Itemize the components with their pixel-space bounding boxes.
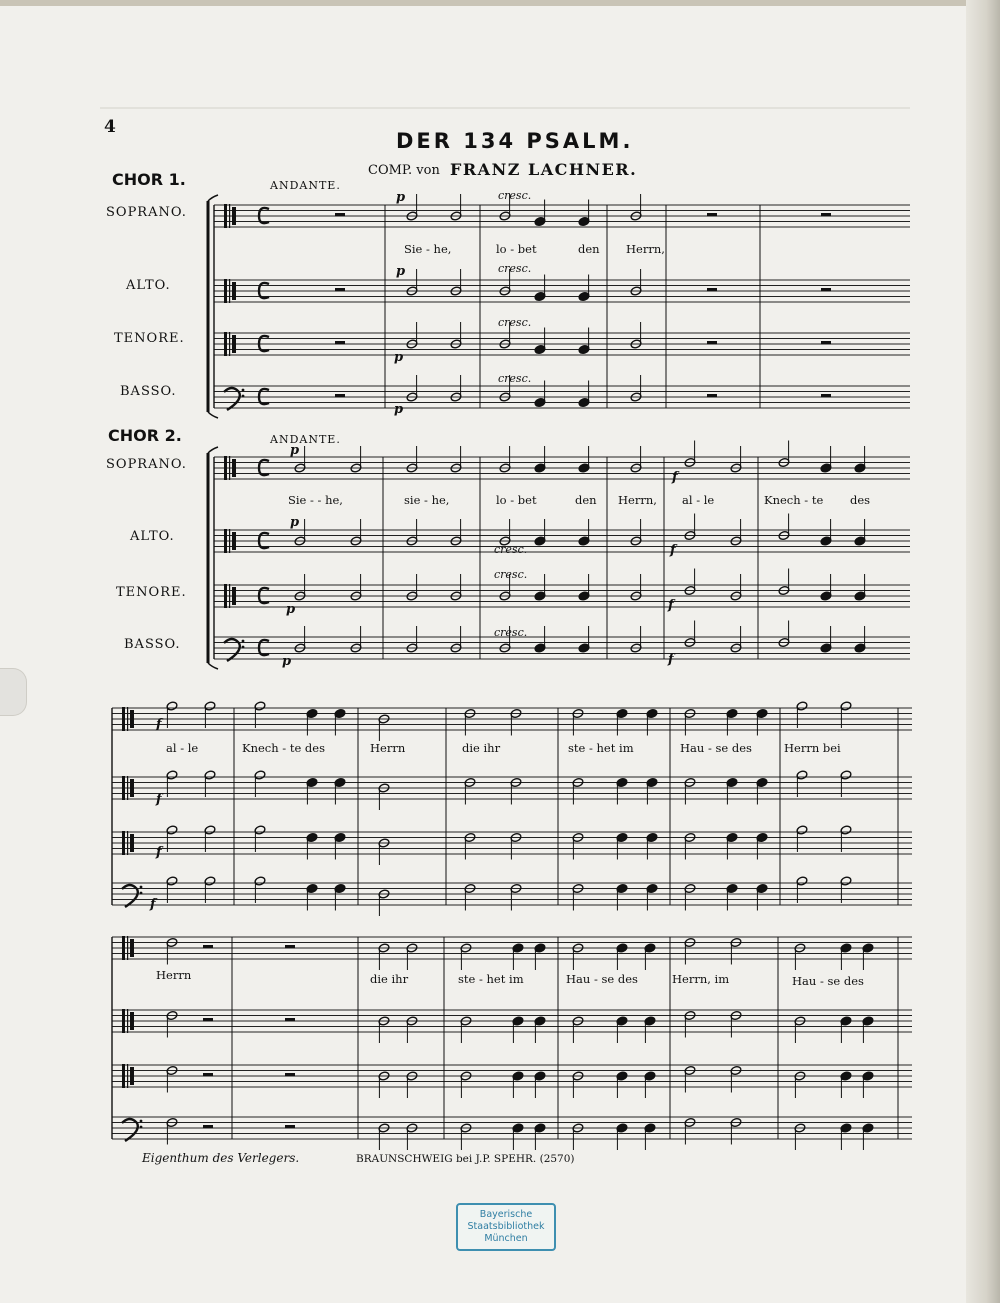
dynamic-mark: f <box>150 897 156 912</box>
c-clef <box>224 279 227 303</box>
c-clef <box>224 584 227 608</box>
page-number: 4 <box>104 117 116 137</box>
choir2-label: CHOR 2. <box>108 426 182 445</box>
c-clef <box>232 282 236 300</box>
choir1-tempo: ANDANTE. <box>270 179 341 192</box>
rest-mark <box>285 945 295 949</box>
lyric: den <box>575 493 597 507</box>
c-clef <box>127 936 128 960</box>
c-clef <box>229 332 230 356</box>
system-bracket <box>208 663 218 669</box>
choir2-voice-bass: BASSO. <box>124 637 181 652</box>
lyric: al - le <box>166 741 199 755</box>
cresc-mark: cresc. <box>494 626 528 639</box>
c-clef <box>229 456 230 480</box>
stamp-line: München <box>484 1233 528 1244</box>
lyric: ste - het im <box>458 972 524 986</box>
lyric: sie - he, <box>404 493 450 507</box>
lyric: Hau - se des <box>792 974 864 988</box>
rest-mark <box>285 1018 295 1022</box>
footer-publisher-note: Eigenthum des Verlegers. <box>142 1151 300 1165</box>
lyric: Hau - se des <box>680 741 752 755</box>
f-clef <box>242 395 245 398</box>
c-clef <box>130 779 134 797</box>
f-clef <box>242 389 245 392</box>
c-clef <box>127 707 128 731</box>
dynamic-mark: p <box>394 350 404 365</box>
c-clef <box>232 335 236 353</box>
c-clef <box>232 532 236 550</box>
lyric: Sie - he, <box>404 242 452 256</box>
stamp-line: Bayerische <box>479 1209 533 1220</box>
c-clef <box>122 936 125 960</box>
dynamic-mark: f <box>672 470 678 485</box>
c-clef <box>130 1012 134 1030</box>
stamp-line: Staatsbibliothek <box>467 1221 545 1232</box>
c-clef <box>229 584 230 608</box>
rest-mark <box>707 213 717 217</box>
dynamic-mark: p <box>394 402 404 417</box>
composer-name: FRANZ LACHNER. <box>450 160 638 179</box>
f-clef <box>140 892 143 895</box>
lyric: des <box>850 493 871 507</box>
rest-mark <box>335 213 345 217</box>
rest-mark <box>203 1073 213 1077</box>
c-clef <box>122 776 125 800</box>
lyric: Sie - - he, <box>288 493 343 507</box>
choir1-voice-soprano: SOPRANO. <box>106 205 187 220</box>
dynamic-mark: f <box>156 717 162 732</box>
rest-mark <box>285 1073 295 1077</box>
c-clef <box>122 707 125 731</box>
c-clef <box>229 279 230 303</box>
c-clef <box>130 939 134 957</box>
cresc-mark: cresc. <box>498 372 532 385</box>
rest-mark <box>203 1018 213 1022</box>
choir1-voice-tenor: TENORE. <box>114 331 185 346</box>
dynamic-mark: p <box>290 515 300 530</box>
c-clef <box>130 710 134 728</box>
lyric: Herrn bei <box>784 741 841 755</box>
rest-mark <box>335 394 345 398</box>
page-title: DER 134 PSALM. <box>396 129 634 153</box>
lyric: lo - bet <box>496 493 537 507</box>
lyric: Herrn, <box>618 493 657 507</box>
c-clef <box>232 207 236 225</box>
dynamic-mark: p <box>282 654 292 669</box>
c-clef <box>224 332 227 356</box>
rest-mark <box>203 1125 213 1129</box>
cresc-mark: cresc. <box>494 568 528 581</box>
choir1-voice-bass: BASSO. <box>120 384 177 399</box>
f-clef <box>140 1126 143 1129</box>
choir2-tempo: ANDANTE. <box>270 433 341 446</box>
c-clef <box>229 529 230 553</box>
c-clef <box>232 459 236 477</box>
rest-mark <box>821 394 831 398</box>
c-clef <box>130 834 134 852</box>
c-clef <box>232 587 236 605</box>
cresc-mark: cresc. <box>498 262 532 275</box>
rest-mark <box>335 341 345 345</box>
lyric: Knech - te <box>764 493 824 507</box>
cresc-mark: cresc. <box>498 316 532 329</box>
rest-mark <box>285 1125 295 1129</box>
dynamic-mark: p <box>290 443 300 458</box>
dynamic-mark: p <box>286 602 296 617</box>
c-clef <box>127 1009 128 1033</box>
lyric: den <box>578 242 600 256</box>
rest-mark <box>335 288 345 292</box>
f-clef <box>140 1120 143 1123</box>
lyric: al - le <box>682 493 715 507</box>
system-bracket <box>208 447 218 453</box>
lyric: Herrn <box>370 741 406 755</box>
footer-imprint: BRAUNSCHWEIG bei J.P. SPEHR. (2570) <box>356 1153 575 1165</box>
dynamic-mark: f <box>156 845 162 860</box>
choir2-voice-soprano: SOPRANO. <box>106 457 187 472</box>
c-clef <box>229 204 230 228</box>
lyric: ste - het im <box>568 741 634 755</box>
c-clef <box>127 776 128 800</box>
c-clef <box>224 529 227 553</box>
f-clef <box>242 640 245 643</box>
library-stamp <box>456 1203 556 1251</box>
rest-mark <box>707 394 717 398</box>
choir2-voice-alto: ALTO. <box>130 529 175 544</box>
cresc-mark: cresc. <box>494 543 528 556</box>
system-bracket <box>208 412 218 418</box>
c-clef <box>224 456 227 480</box>
c-clef <box>127 1064 128 1088</box>
dynamic-mark: f <box>156 792 162 807</box>
c-clef <box>224 204 227 228</box>
c-clef <box>122 1009 125 1033</box>
lyric: Herrn, im <box>672 972 730 986</box>
rest-mark <box>821 341 831 345</box>
c-clef <box>127 831 128 855</box>
dynamic-mark: p <box>396 264 406 279</box>
lyric: Hau - se des <box>566 972 638 986</box>
dynamic-mark: f <box>670 543 676 558</box>
c-clef <box>122 831 125 855</box>
system-bracket <box>208 195 218 201</box>
rest-mark <box>707 288 717 292</box>
choir2-voice-tenor: TENORE. <box>116 585 187 600</box>
rest-mark <box>707 341 717 345</box>
choir1-voice-alto: ALTO. <box>126 278 171 293</box>
rest-mark <box>821 288 831 292</box>
dynamic-mark: f <box>668 598 674 613</box>
composer-prefix: COMP. von <box>368 163 440 178</box>
f-clef <box>242 646 245 649</box>
lyric: Herrn <box>156 968 192 982</box>
dynamic-mark: f <box>668 652 674 667</box>
lyric: Knech - te des <box>242 741 325 755</box>
cresc-mark: cresc. <box>498 189 532 202</box>
rest-mark <box>821 213 831 217</box>
c-clef <box>130 1067 134 1085</box>
dynamic-mark: p <box>396 190 406 205</box>
rest-mark <box>203 945 213 949</box>
lyric: die ihr <box>370 972 409 986</box>
f-clef <box>140 886 143 889</box>
lyric: Herrn, <box>626 242 665 256</box>
lyric: die ihr <box>462 741 501 755</box>
choir1-label: CHOR 1. <box>112 170 186 189</box>
lyric: lo - bet <box>496 242 537 256</box>
c-clef <box>122 1064 125 1088</box>
